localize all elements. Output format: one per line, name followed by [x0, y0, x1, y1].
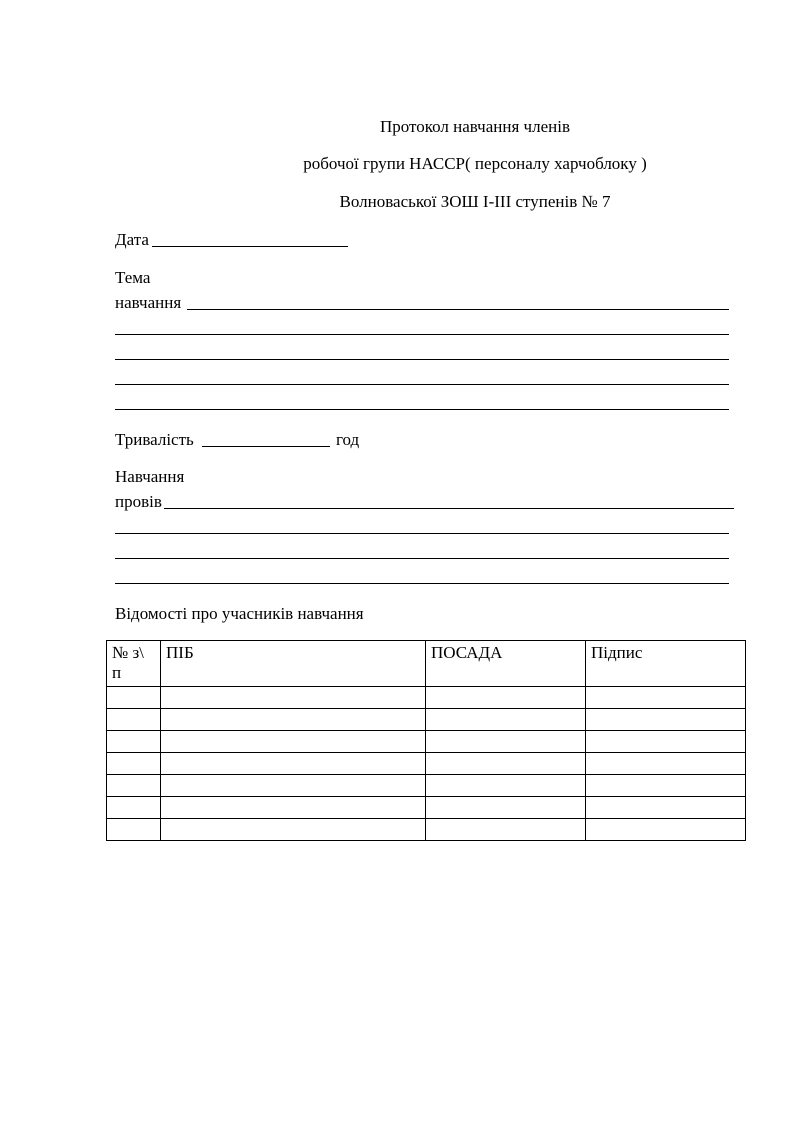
document-title-line-3: Волноваської ЗОШ І-ІІІ ступенів № 7: [339, 192, 611, 211]
table-row: [107, 687, 746, 709]
duration-label: Тривалість: [115, 430, 194, 449]
topic-blank-3[interactable]: [115, 359, 729, 360]
table-cell-position[interactable]: [426, 819, 586, 841]
table-cell-number[interactable]: [107, 731, 161, 753]
table-cell-position[interactable]: [426, 753, 586, 775]
participants-table: [106, 640, 746, 841]
table-cell-number[interactable]: [107, 709, 161, 731]
table-cell-name[interactable]: [161, 731, 426, 753]
table-cell-position[interactable]: [426, 775, 586, 797]
table-cell-position[interactable]: [426, 709, 586, 731]
table-cell-signature[interactable]: [586, 731, 746, 753]
table-cell-number[interactable]: [107, 753, 161, 775]
topic-blank-5[interactable]: [115, 409, 729, 410]
column-header-number: № з\ п: [107, 641, 161, 687]
table-cell-number[interactable]: [107, 687, 161, 709]
table-cell-position[interactable]: [426, 687, 586, 709]
table-row: [107, 819, 746, 841]
column-header-name: ПІБ: [161, 641, 426, 687]
date-blank[interactable]: [152, 246, 348, 247]
table-cell-name[interactable]: [161, 797, 426, 819]
trainer-blank-4[interactable]: [115, 583, 729, 584]
table-cell-position[interactable]: [426, 797, 586, 819]
table-cell-signature[interactable]: [586, 797, 746, 819]
trainer-blank-3[interactable]: [115, 558, 729, 559]
table-cell-signature[interactable]: [586, 709, 746, 731]
table-cell-name[interactable]: [161, 709, 426, 731]
table-cell-number[interactable]: [107, 797, 161, 819]
table-row: [107, 797, 746, 819]
table-cell-name[interactable]: [161, 775, 426, 797]
column-header-signature: Підпис: [586, 641, 746, 687]
trainer-blank-1[interactable]: [164, 508, 734, 509]
table-row: [107, 731, 746, 753]
table-row: [107, 753, 746, 775]
table-cell-signature[interactable]: [586, 753, 746, 775]
topic-label-line-1: Тема: [115, 268, 151, 287]
table-cell-name[interactable]: [161, 753, 426, 775]
table-row: [107, 709, 746, 731]
table-cell-number[interactable]: [107, 819, 161, 841]
table-row: [107, 775, 746, 797]
table-cell-signature[interactable]: [586, 819, 746, 841]
topic-blank-2[interactable]: [115, 334, 729, 335]
date-label: Дата: [115, 230, 149, 249]
document-title-line-2: робочої групи НАССР( персоналу харчоблоку ): [303, 154, 647, 173]
topic-blank-1[interactable]: [187, 309, 729, 310]
trainer-label-line-1: Навчання: [115, 467, 185, 486]
topic-label-line-2: навчання: [115, 293, 182, 312]
participants-section-title: Відомості про учасників навчання: [115, 604, 364, 623]
duration-unit: год: [336, 430, 360, 449]
trainer-blank-2[interactable]: [115, 533, 729, 534]
table-cell-name[interactable]: [161, 819, 426, 841]
document-title-line-1: Протокол навчання членів: [380, 117, 570, 136]
table-header-row: [107, 641, 746, 687]
table-cell-number[interactable]: [107, 775, 161, 797]
trainer-label-line-2: провів: [115, 492, 162, 511]
table-cell-signature[interactable]: [586, 775, 746, 797]
table-cell-signature[interactable]: [586, 687, 746, 709]
table-cell-name[interactable]: [161, 687, 426, 709]
duration-blank[interactable]: [202, 446, 330, 447]
table-cell-position[interactable]: [426, 731, 586, 753]
column-header-position: ПОСАДА: [426, 641, 586, 687]
topic-blank-4[interactable]: [115, 384, 729, 385]
